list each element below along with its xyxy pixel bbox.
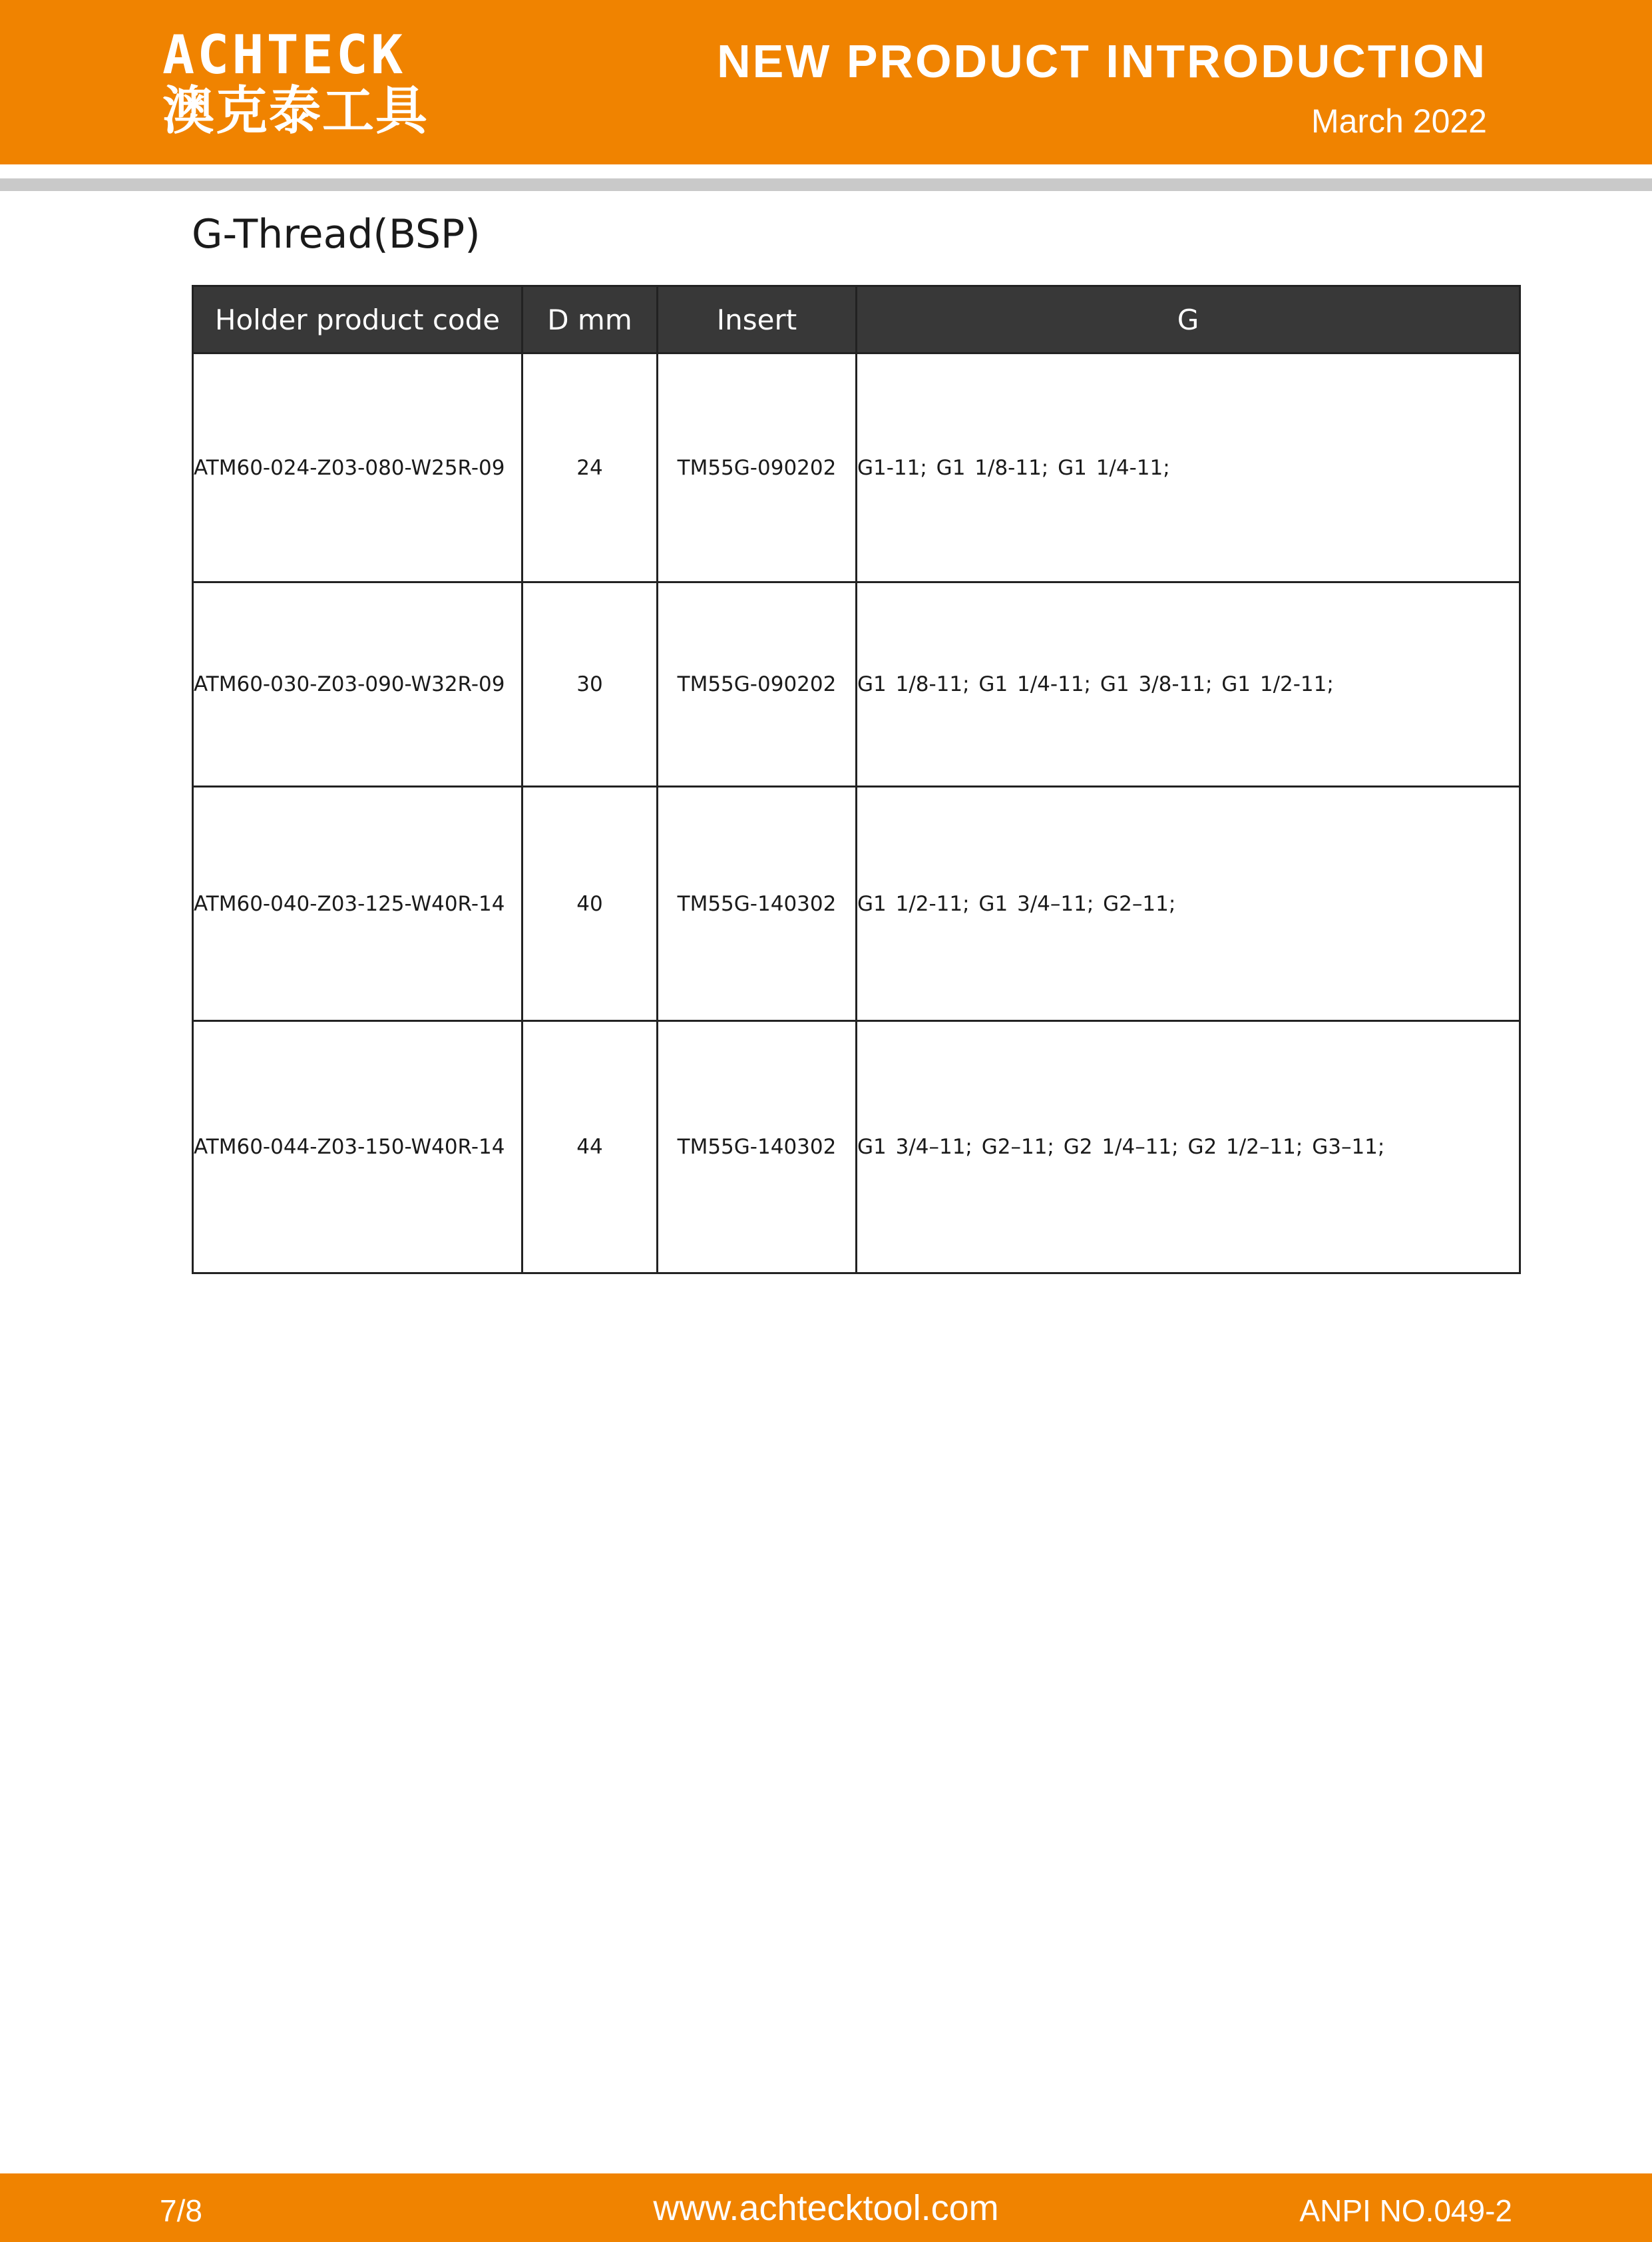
document-date: March 2022 [1311, 103, 1487, 140]
product-table [192, 285, 1521, 1274]
table-row [193, 353, 1520, 582]
cell-insert: TM55G-140302 [658, 1021, 857, 1273]
header-insert: Insert [658, 286, 857, 353]
logo-text-cn: 澳克泰工具 [162, 81, 429, 141]
section-title: G-Thread(BSP) [192, 211, 481, 258]
table-row [193, 787, 1520, 1021]
document-number: ANPI NO.049-2 [1299, 2193, 1512, 2228]
cell-holder-code: ATM60-030-Z03-090-W32R-09 [193, 582, 522, 787]
cell-insert: TM55G-090202 [658, 582, 857, 787]
website-link[interactable]: www.achtecktool.com [653, 2188, 999, 2228]
table-row [193, 1021, 1520, 1273]
logo-text-en: ACHTECK [162, 24, 406, 86]
cell-d-mm: 40 [522, 787, 658, 1021]
cell-d-mm: 44 [522, 1021, 658, 1273]
table-row [193, 582, 1520, 787]
header-holder-code: Holder product code [193, 286, 522, 353]
header-g: G [857, 286, 1520, 353]
cell-insert: TM55G-140302 [658, 787, 857, 1021]
cell-d-mm: 30 [522, 582, 658, 787]
cell-holder-code: ATM60-024-Z03-080-W25R-09 [193, 353, 522, 582]
cell-insert: TM55G-090202 [658, 353, 857, 582]
table-header-row [193, 286, 1520, 353]
header-divider [0, 178, 1652, 191]
header-d-mm: D mm [522, 286, 658, 353]
cell-g-threads: G1 3/4–11; G2–11; G2 1/4–11; G2 1/2–11; G3–11; [857, 1021, 1520, 1273]
cell-g-threads: G1 1/2-11; G1 3/4–11; G2–11; [857, 787, 1520, 1021]
cell-holder-code: ATM60-040-Z03-125-W40R-14 [193, 787, 522, 1021]
header-bar [0, 0, 1652, 164]
footer-bar [0, 2173, 1652, 2242]
cell-holder-code: ATM60-044-Z03-150-W40R-14 [193, 1021, 522, 1273]
cell-g-threads: G1-11; G1 1/8-11; G1 1/4-11; [857, 353, 1520, 582]
page-number: 7/8 [160, 2193, 202, 2228]
document-title: NEW PRODUCT INTRODUCTION [717, 35, 1487, 87]
cell-g-threads: G1 1/8-11; G1 1/4-11; G1 3/8-11; G1 1/2-11; [857, 582, 1520, 787]
cell-d-mm: 24 [522, 353, 658, 582]
